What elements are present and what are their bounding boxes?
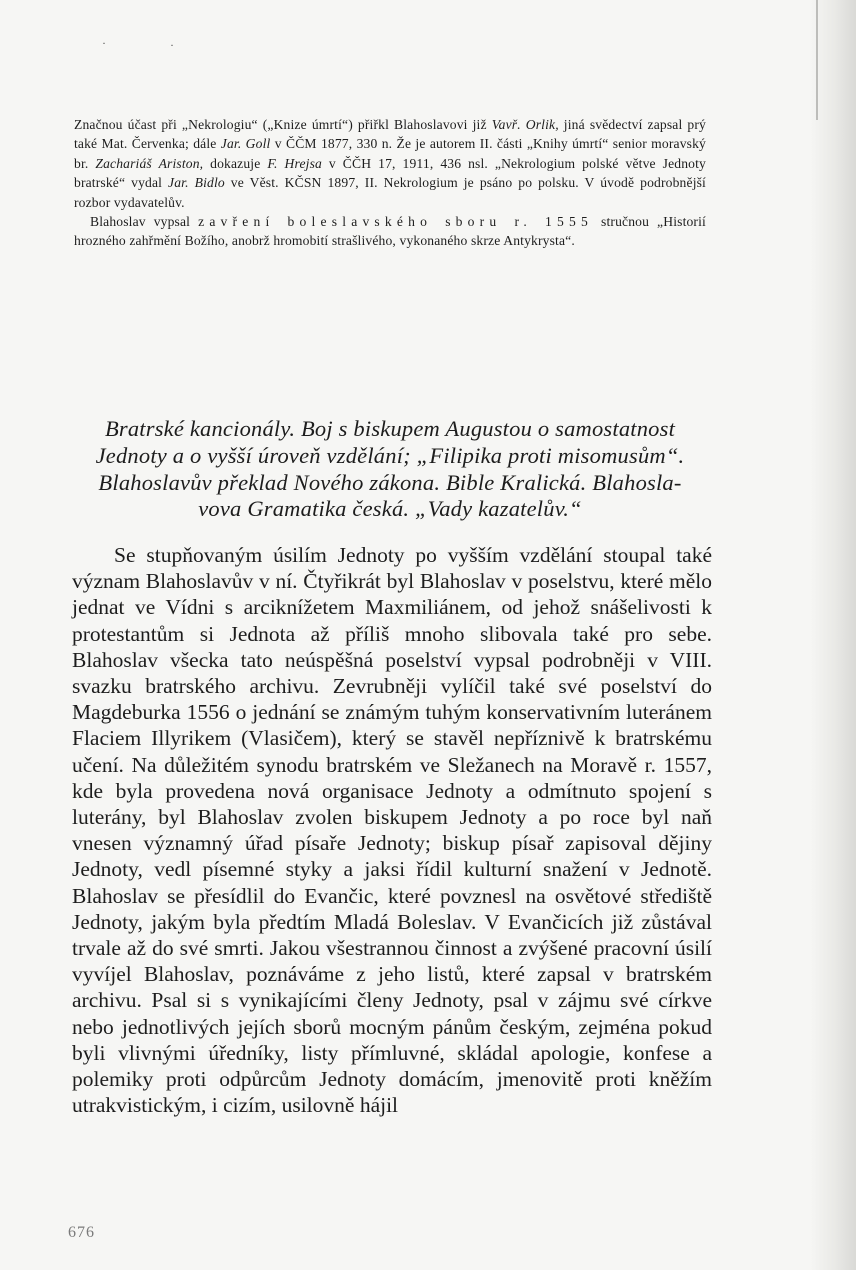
- footnotes: [74, 115, 706, 251]
- italic-name: F. Hrejsa: [267, 155, 322, 171]
- italic-name: Vavř. Orlik,: [491, 117, 559, 132]
- chapter-heading: [60, 416, 720, 523]
- heading-line-3: Blahoslavův překlad Nového zákona. Bible Kralická. Blahosla-: [98, 469, 682, 495]
- speck-mark: ·: [170, 38, 174, 52]
- italic-name: Jar. Bidlo: [168, 175, 225, 191]
- italic-name: Zachariáš Ariston,: [95, 155, 204, 171]
- footnote-text: stručnou „Historií hrozného zahřmění Božího, anobrž hromobití strašlivého, vykonaného skrze Antykrysta“.: [74, 214, 706, 249]
- heading-line-4: vova Gramatika česká. „Vady kazatelův.“: [198, 496, 582, 522]
- heading-line-1: Bratrské kancionály. Boj s biskupem Augustou o samostatnost: [104, 416, 676, 441]
- footnote-text: Blahoslav vypsal: [90, 214, 199, 230]
- footnote-paragraph-1: [74, 115, 706, 212]
- page-gutter: [810, 0, 856, 1270]
- spaced-emphasis: zavření boleslavského sboru r. 1555: [198, 214, 594, 230]
- body-paragraph: Se stupňovaným úsilím Jednoty po vyšším vzdělání stoupal také význam Blahoslavův v ní. Čtyřikrát byl Blahoslav v poselstvu, které mělo jednat ve Vídni s arciknížetem Maxmiliánem, od jehož snášelivosti k protestantům si Jednota až příliš mnoho slibovala také pro sebe. Blahoslav všecka tato neúspěšná poselství vypsal podrobněji v VIII. svazku bratrského archivu. Zevrubněji vylíčil také své poselství do Magdeburka 1556 o jednání se známým tuhým konservativním luteránem Flaciem Illyrikem (Vlasičem), který se stavěl nepříznivě k bratrskému učení. Na důležitém synodu bratrském ve Sležanech na Moravě r. 1557, kde byla provedena nová organisace Jednoty a odmítnuto spojení s luterány, byl Blahoslav zvolen biskupem Jednoty a po roce byl naň vnesen významný úřad písaře Jednoty; biskup písař zapisoval dějiny Jednoty, vedl písemné styky a jaksi řídil kulturní snažení v Jednotě. Blahoslav se přesídlil do Evančic, které povznesl na osvětové střediště Jednoty, jakým byla předtím Mladá Boleslav. V Evančicích již zůstával trvale až do své smrti. Jakou všestrannou činnost a zvýšené pracovní úsilí vyvíjel Blahoslav, poznáváme z jeho listů, které zapsal v bratrském archivu. Psal si s vynikajícími členy Jednoty, psal v zájmu své církve nebo jednotlivých jejích sborů mocným pánům českým, zejména pokud byli vlivnými úředníky, listy přímluvné, skládal apologie, konfese a polemiky proti odpůrcům Jednoty domácím, jmenovitě proti kněžím utrakvistickým, i cizím, usilovně hájil: [72, 543, 712, 1118]
- body-text: [72, 542, 712, 1118]
- footnote-text: ve Věst. KČSN 1897, II. Nekrologium je psáno po polsku. V úvodě podrobnější rozbor vydavatelův.: [74, 175, 706, 210]
- footnote-paragraph-2: [74, 212, 706, 251]
- heading-line-2: Jednoty a o vyšší úroveň vzdělání; „Filipika proti misomusům“.: [95, 442, 685, 468]
- footnote-text: dokazuje: [203, 155, 268, 171]
- speck-mark: ·: [102, 36, 106, 50]
- footnote-text: v ČČH 17, 1911, 436 nsl. „Nekrologium polské větve Jednoty bratrské“ vydal: [74, 155, 706, 191]
- footnote-text: jiná svědectví zapsal prý také Mat. Červenka; dále: [74, 117, 706, 152]
- footnote-text: Značnou účast při „Nekrologiu“ („Knize úmrtí“) přiřkl Blahoslavovi již: [74, 117, 492, 132]
- gutter-line: [816, 0, 818, 120]
- footnote-text: v ČČM 1877, 330 n. Že je autorem II. části „Knihy úmrtí“ senior moravský br.: [74, 136, 706, 171]
- page-number: 676: [68, 1224, 95, 1241]
- italic-name: Jar. Goll: [220, 136, 271, 152]
